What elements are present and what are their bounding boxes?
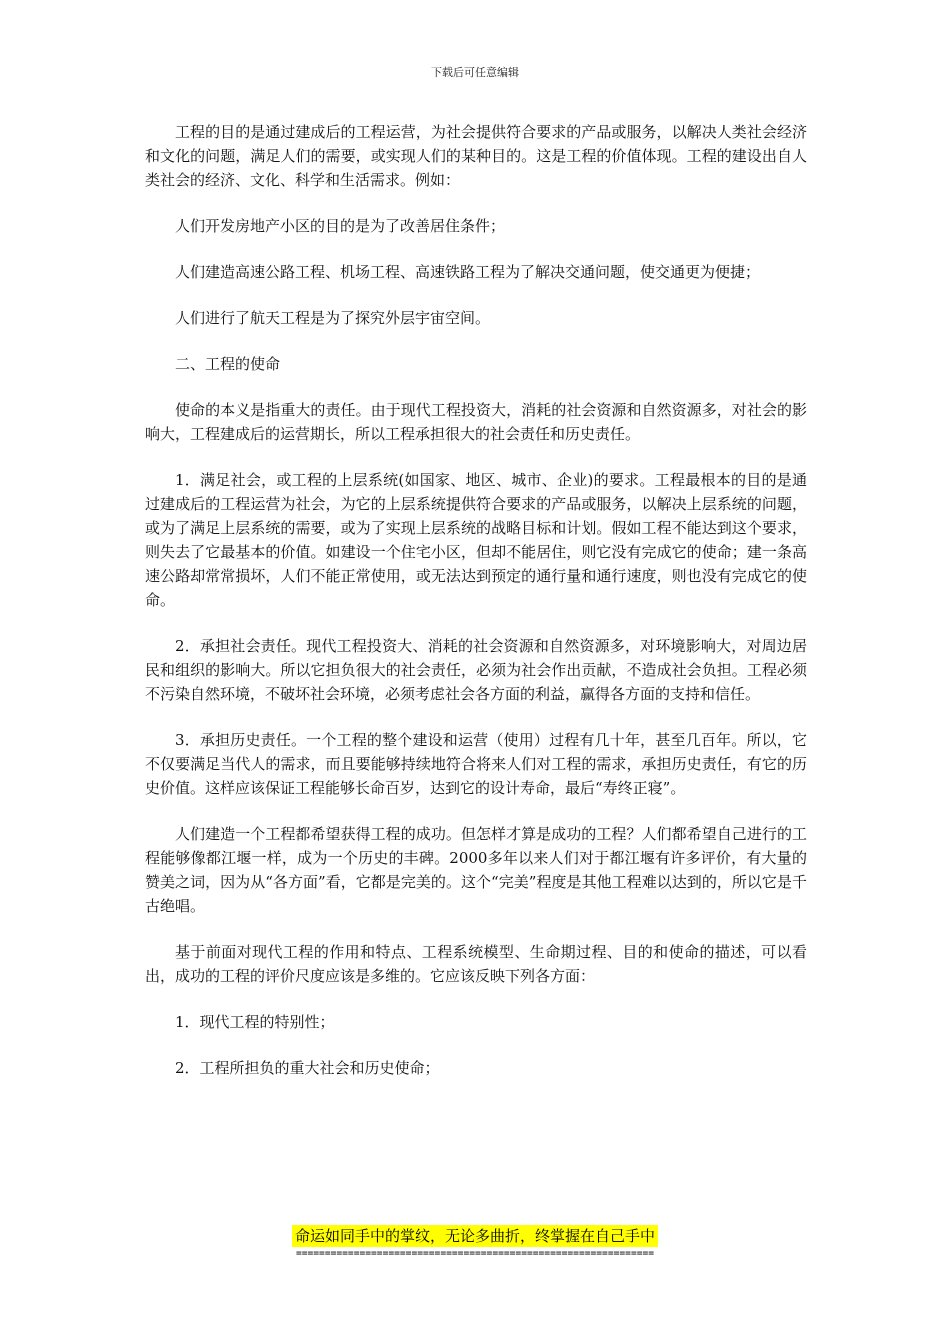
- page-footer: [0, 1225, 950, 1247]
- paragraph-example-housing: 人们开发房地产小区的目的是为了改善居住条件；: [175, 217, 506, 235]
- footer-divider: ==============================================================: [295, 1248, 655, 1259]
- list-item-1: 1．现代工程的特别性；: [175, 1013, 335, 1031]
- footer-slogan: 命运如同手中的掌纹，无论多曲折，终掌握在自己手中: [292, 1225, 658, 1247]
- paragraph-mission-2: 2．承担社会责任。现代工程投资大、消耗的社会资源和自然资源多，对环境影响大，对周边居民和组织的影响大。所以它担负很大的社会责任，必须为社会作出贡献，不造成社会负担。工程必须不污染自然环境，不破坏社会环境，必须考虑社会各方面的利益，赢得各方面的支持和信任。: [145, 637, 807, 703]
- paragraph-mission-1: 1．满足社会，或工程的上层系统(如国家、地区、城市、企业)的要求。工程最根本的目的是通过建成后的工程运营为社会，为它的上层系统提供符合要求的产品或服务，以解决上层系统的问题，或为了满足上层系统的需要，或为了实现上层系统的战略目标和计划。假如工程不能达到这个要求，则失去了它最基本的价值。如建设一个住宅小区，但却不能居住，则它没有完成它的使命；建一条高速公路却常常损坏，人们不能正常使用，或无法达到预定的通行量和通行速度，则也没有完成它的使命。: [145, 471, 807, 609]
- paragraph-evaluation: 基于前面对现代工程的作用和特点、工程系统模型、生命期过程、目的和使命的描述，可以看出，成功的工程的评价尺度应该是多维的。它应该反映下列各方面：: [145, 943, 807, 985]
- paragraph-example-aerospace: 人们进行了航天工程是为了探究外层宇宙空间。: [175, 309, 491, 327]
- paragraph-success: 人们建造一个工程都希望获得工程的成功。但怎样才算是成功的工程？人们都希望自己进行的工程能够像都江堰一样，成为一个历史的丰碑。2000多年以来人们对于都江堰有许多评价，有大量的赞美之词，因为从“各方面”看，它都是完美的。这个“完美”程度是其他工程难以达到的，所以它是千古绝唱。: [145, 825, 807, 915]
- document-body: [145, 120, 807, 1102]
- list-item-2: 2．工程所担负的重大社会和历史使命；: [175, 1059, 440, 1077]
- paragraph-purpose: 工程的目的是通过建成后的工程运营，为社会提供符合要求的产品或服务，以解决人类社会经济和文化的问题，满足人们的需要，或实现人们的某种目的。这是工程的价值体现。工程的建设出自人类社会的经济、文化、科学和生活需求。例如：: [145, 123, 807, 189]
- section-heading-mission: 二、工程的使命: [175, 355, 281, 373]
- page-header: 下载后可任意编辑: [431, 66, 519, 79]
- paragraph-mission-definition: 使命的本义是指重大的责任。由于现代工程投资大，消耗的社会资源和自然资源多，对社会的影响大，工程建成后的运营期长，所以工程承担很大的社会责任和历史责任。: [145, 401, 807, 443]
- paragraph-example-transport: 人们建造高速公路工程、机场工程、高速铁路工程为了解决交通问题，使交通更为便捷；: [175, 263, 761, 281]
- paragraph-mission-3: 3．承担历史责任。一个工程的整个建设和运营（使用）过程有几十年，甚至几百年。所以，它不仅要满足当代人的需求，而且要能够持续地符合将来人们对工程的需求，承担历史责任，有它的历史价值。这样应该保证工程能够长命百岁，达到它的设计寿命，最后“寿终正寝”。: [145, 731, 807, 797]
